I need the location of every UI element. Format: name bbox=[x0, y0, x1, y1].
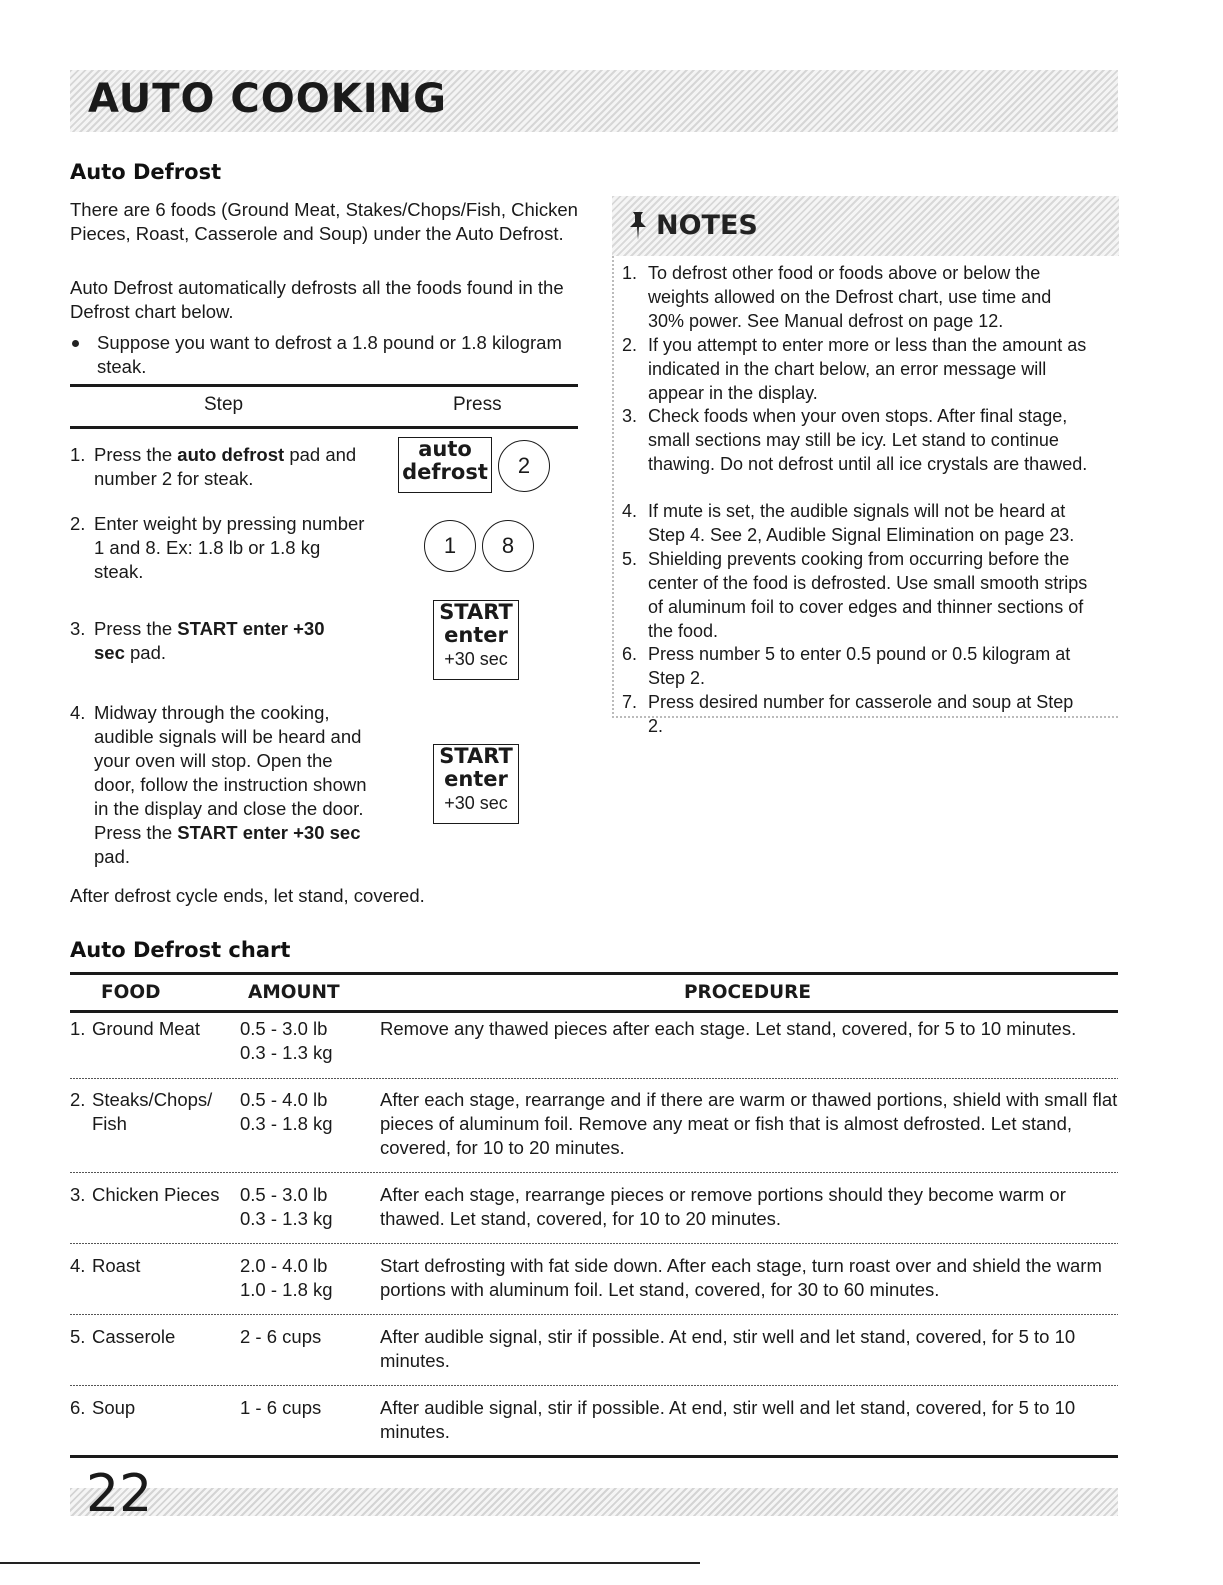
chart-row-3-procedure: After each stage, rearrange pieces or remove portions should they become warm or thawed. Let stand, covered, for 10 to 20 minutes. bbox=[380, 1184, 1066, 1229]
note-item-3: 3. Check foods when your oven stops. After final stage, small sections may still be icy. Let stand to continue thawing. Do not defrost until all ice crystals are thawed. bbox=[622, 406, 1088, 474]
chart-row-4-amount-kg: 1.0 - 1.8 kg bbox=[240, 1279, 333, 1300]
chart-row-3-amount-kg: 0.3 - 1.3 kg bbox=[240, 1208, 333, 1229]
intro-paragraph-2: Auto Defrost automatically defrosts all the foods found in the Defrost chart below. bbox=[70, 277, 564, 322]
chart-row-4-food: 4. Roast bbox=[70, 1255, 141, 1276]
bottom-rule bbox=[0, 1562, 700, 1564]
chart-header-rule bbox=[70, 1010, 1118, 1013]
number-8-key[interactable]: 8 bbox=[482, 520, 534, 572]
step-table-header-rule bbox=[70, 426, 578, 429]
note-item-5: 5. Shielding prevents cooking from occurring before the center of the food is defrosted. Use small smooth strips of aluminum foil to cover edges and thinner sections of the food. bbox=[622, 549, 1088, 641]
chart-top-rule bbox=[70, 972, 1118, 975]
chart-row-2-amount-kg: 0.3 - 1.8 kg bbox=[240, 1113, 333, 1134]
column-header-press: Press bbox=[453, 394, 502, 415]
page-title: AUTO COOKING bbox=[88, 76, 447, 122]
chart-row-divider bbox=[70, 1243, 1118, 1244]
chart-heading: Auto Defrost chart bbox=[70, 938, 291, 962]
footer-band bbox=[70, 1488, 1118, 1516]
chart-row-3-amount-lb: 0.5 - 3.0 lb bbox=[240, 1184, 328, 1205]
step-2: 2. Enter weight by pressing number 1 and 8. Ex: 1.8 lb or 1.8 kg steak. bbox=[70, 513, 365, 582]
chart-row-1-amount-kg: 0.3 - 1.3 kg bbox=[240, 1042, 333, 1063]
after-defrost-text: After defrost cycle ends, let stand, covered. bbox=[70, 885, 425, 906]
bullet-text: Suppose you want to defrost a 1.8 pound or 1.8 kilogram steak. bbox=[97, 332, 562, 377]
auto-defrost-heading: Auto Defrost bbox=[70, 160, 222, 184]
notes-border bbox=[612, 256, 614, 716]
column-header-step: Step bbox=[204, 394, 244, 415]
chart-row-2-procedure: After each stage, rearrange and if there are warm or thawed portions, shield with small flat pieces of aluminum foil. Remove any meat or fish that is almost defrosted. Let stand, covered, for 10 to 20 minutes. bbox=[380, 1089, 1118, 1158]
chart-row-2-amount-lb: 0.5 - 4.0 lb bbox=[240, 1089, 328, 1110]
auto-defrost-key[interactable]: auto defrost bbox=[398, 437, 492, 493]
chart-bottom-rule bbox=[70, 1455, 1118, 1458]
chart-row-5-procedure: After audible signal, stir if possible. At end, stir well and let stand, covered, for 5 to 10 minutes. bbox=[380, 1326, 1076, 1371]
bullet-icon bbox=[72, 340, 79, 347]
step-1: 1. Press the auto defrost pad and number 2 for steak. bbox=[70, 444, 357, 489]
note-item-2: 2. If you attempt to enter more or less than the amount as indicated in the chart below, an error message will appear in the display. bbox=[622, 335, 1087, 403]
chart-row-5-amount: 2 - 6 cups bbox=[240, 1326, 322, 1347]
notes-title: NOTES bbox=[656, 210, 758, 241]
chart-row-6-procedure: After audible signal, stir if possible. At end, stir well and let stand, covered, for 5 to 10 minutes. bbox=[380, 1397, 1076, 1442]
number-2-key[interactable]: 2 bbox=[498, 440, 550, 492]
step-4: 4. Midway through the cooking, audible signals will be heard and your oven will stop. Open the door, follow the instruction shown in the display and close the door. Press the START enter +30 sec pad. bbox=[70, 702, 367, 867]
page-number: 22 bbox=[86, 1464, 153, 1524]
pushpin-icon bbox=[626, 210, 650, 242]
step-table-top-rule bbox=[70, 384, 578, 387]
chart-row-4-amount-lb: 2.0 - 4.0 lb bbox=[240, 1255, 328, 1276]
step-3: 3. Press the START enter +30 sec pad. bbox=[70, 618, 325, 663]
note-item-4: 4. If mute is set, the audible signals will not be heard at Step 4. See 2, Audible Signal Elimination on page 23. bbox=[622, 501, 1075, 545]
intro-paragraph: There are 6 foods (Ground Meat, Stakes/Chops/Fish, Chicken Pieces, Roast, Casserole and Soup) under the Auto Defrost. bbox=[70, 199, 578, 244]
chart-row-5-food: 5. Casserole bbox=[70, 1326, 176, 1347]
chart-row-2-food: 2. Steaks/Chops/ Fish bbox=[70, 1089, 213, 1134]
chart-row-1-food: 1. Ground Meat bbox=[70, 1018, 200, 1039]
number-1-key[interactable]: 1 bbox=[424, 520, 476, 572]
chart-row-divider bbox=[70, 1314, 1118, 1315]
note-item-7: 7. Press desired number for casserole and soup at Step 2. bbox=[622, 692, 1074, 736]
notes-header bbox=[612, 196, 1119, 256]
chart-row-6-amount: 1 - 6 cups bbox=[240, 1397, 322, 1418]
chart-row-1-procedure: Remove any thawed pieces after each stage. Let stand, covered, for 5 to 10 minutes. bbox=[380, 1018, 1077, 1039]
chart-row-6-food: 6. Soup bbox=[70, 1397, 136, 1418]
chart-header-food: FOOD bbox=[101, 982, 161, 1003]
chart-row-divider bbox=[70, 1172, 1118, 1173]
chart-header-procedure: PROCEDURE bbox=[684, 982, 812, 1003]
page-banner bbox=[70, 70, 1118, 132]
chart-row-divider bbox=[70, 1078, 1118, 1079]
note-item-6: 6. Press number 5 to enter 0.5 pound or 0.5 kilogram at Step 2. bbox=[622, 644, 1071, 688]
chart-header-amount: AMOUNT bbox=[248, 982, 340, 1003]
chart-row-1-amount-lb: 0.5 - 3.0 lb bbox=[240, 1018, 328, 1039]
note-item-1: 1. To defrost other food or foods above or below the weights allowed on the Defrost chart, use time and 30% power. See Manual defrost on page 12. bbox=[622, 263, 1052, 331]
start-key-step-3[interactable]: START enter +30 sec bbox=[433, 600, 519, 680]
chart-row-3-food: 3. Chicken Pieces bbox=[70, 1184, 220, 1205]
chart-row-4-procedure: Start defrosting with fat side down. After each stage, turn roast over and shield the warm portions with aluminum foil. Let stand, covered, for 30 to 60 minutes. bbox=[380, 1255, 1102, 1300]
chart-row-divider bbox=[70, 1385, 1118, 1386]
start-key-step-4[interactable]: START enter +30 sec bbox=[433, 744, 519, 824]
